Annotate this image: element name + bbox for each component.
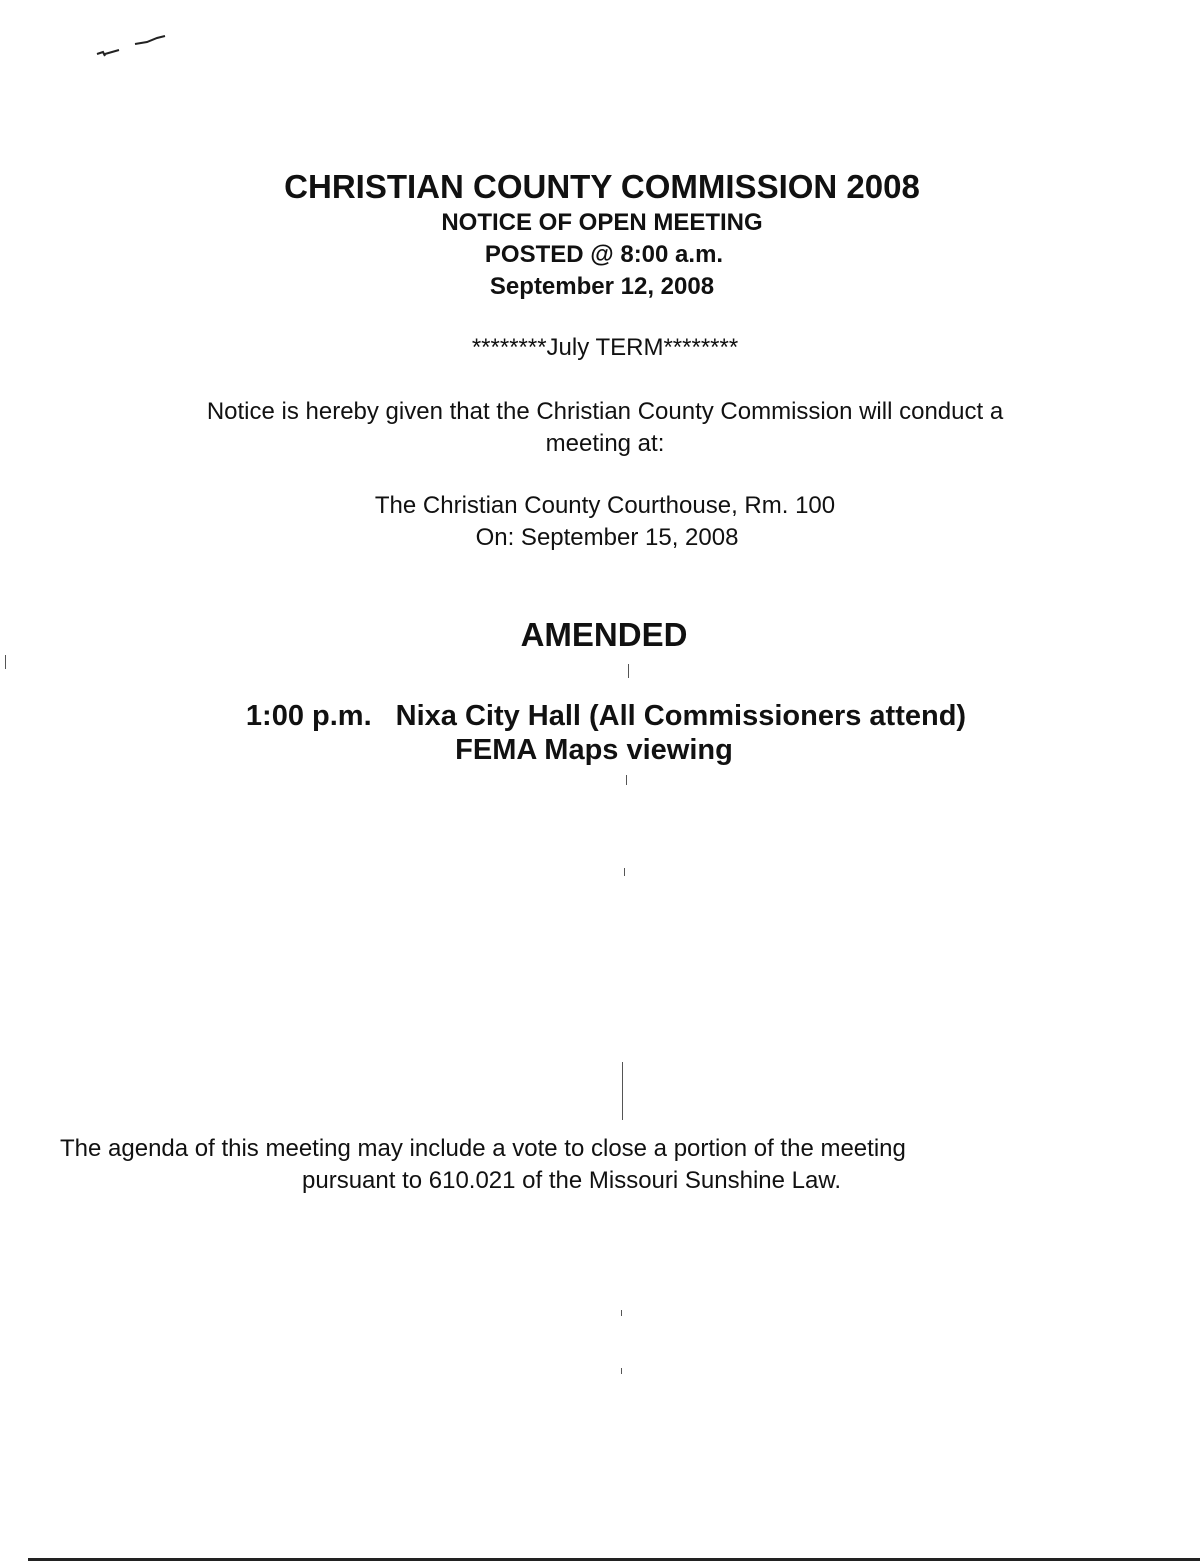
agenda-item-detail: FEMA Maps viewing (455, 734, 733, 766)
document-title: CHRISTIAN COUNTY COMMISSION 2008 (284, 168, 920, 205)
scan-artifact-tick (628, 664, 629, 678)
scan-artifact-tick (624, 868, 625, 876)
agenda-item-time: 1:00 p.m. (245, 700, 372, 732)
notice-paragraph (5, 396, 1200, 460)
notice-type: NOTICE OF OPEN MEETING (441, 209, 763, 236)
footer-line-1: The agenda of this meeting may include a vote to close a portion of the meeting (60, 1135, 906, 1162)
posted-time: POSTED @ 8:00 a.m. (484, 241, 724, 268)
scan-artifact-tick (621, 1368, 622, 1374)
posted-date: September 12, 2008 (489, 273, 715, 300)
page-bottom-edge (28, 1558, 1200, 1561)
scan-artifact-tick (5, 655, 6, 669)
amended-heading: AMENDED (520, 616, 688, 653)
scan-artifact-tick (626, 775, 627, 785)
notice-line-2: meeting at: (545, 430, 665, 457)
scan-artifact-tick (622, 1062, 623, 1120)
agenda-item-description: Nixa City Hall (All Commissioners attend) (395, 700, 967, 732)
footer-line-2: pursuant to 610.021 of the Missouri Sunshine Law. (302, 1167, 842, 1194)
scan-artifact-mark (95, 30, 175, 60)
scan-artifact-tick (621, 1310, 622, 1316)
meeting-date: On: September 15, 2008 (475, 524, 739, 551)
notice-line-1: Notice is hereby given that the Christian County Commission will conduct a (206, 398, 1004, 425)
meeting-location: The Christian County Courthouse, Rm. 100 (374, 492, 836, 519)
agenda-item (6, 700, 1200, 733)
term-label: ********July TERM******** (471, 334, 739, 361)
